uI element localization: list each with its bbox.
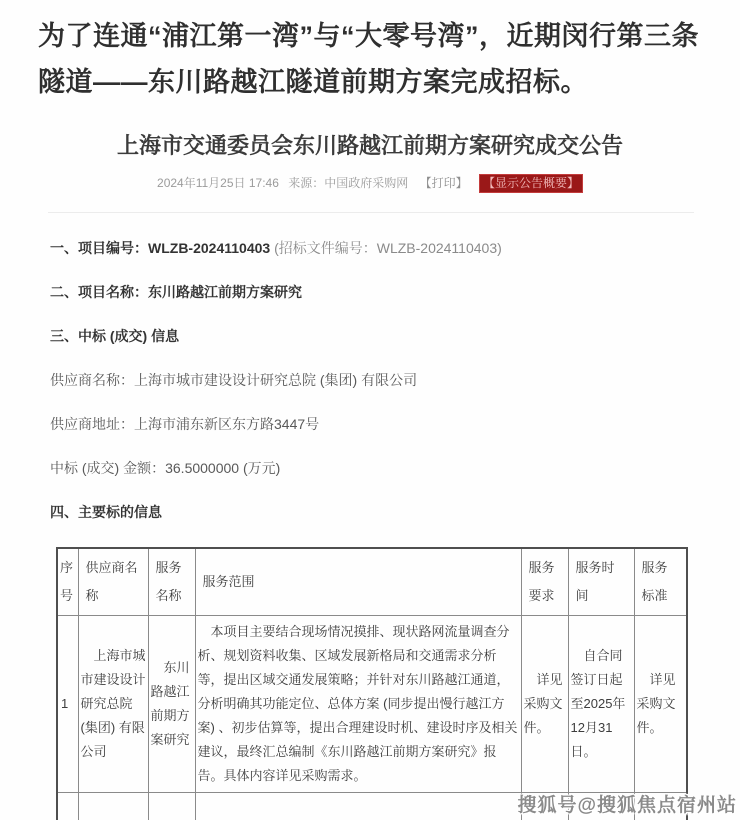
cell-seq: 1 [57,616,78,793]
table-row [57,616,687,793]
source-label: 来源：中国政府采购网 [288,176,409,190]
publish-datetime: 2024年11月25日 17:46 [157,176,279,190]
col-header-time: 服务时间 [568,548,634,616]
cell-time: 自合同签订日起至2025年12月31日。 [568,616,634,793]
cell-scope: 本项目主要结合现场情况摸排、现状路网流量调查分析、规划资料收集、区域发展新格局和交通需求分析等，提出区域交通发展策略；并针对东川路越江通道，分析明确其功能定位、总体方案 (同步提出慢行越江方案) 、初步估算等，提出合理建设时机、建设时序及相关建议，最终汇总编制《东川路越江前期方案研究》报告。具体内容详见采购需求。 [195,616,521,793]
item-project-number [50,239,700,257]
col-header-standard: 服务标准 [634,548,687,616]
announcement-meta [0,174,740,193]
project-number-label: 一、项目编号：WLZB-2024110403 [50,240,271,257]
item-main-subject-heading: 四、主要标的信息 [50,504,162,521]
item-project-name: 二、项目名称：东川路越江前期方案研究 [50,284,302,301]
subject-info-table [56,547,688,820]
cell-requirement: 详见采购文件。 [521,616,568,793]
item-supplier-name: 供应商名称：上海市城市建设设计研究总院 (集团) 有限公司 [50,372,418,389]
announcement-title: 上海市交通委员会东川路越江前期方案研究成交公告 [116,133,623,158]
cell-supplier: 上海市城市建设设计研究总院 (集团) 有限公司 [78,616,148,793]
item-award-amount: 中标 (成交) 金额：36.5000000 (万元) [50,460,281,477]
print-button[interactable]: 【打印】 [419,176,468,190]
cell-standard: 详见采购文件。 [634,616,687,793]
item-award-info-heading: 三、中标 (成交) 信息 [50,328,180,345]
item-supplier-address: 供应商地址：上海市浦东新区东方路3447号 [50,416,320,433]
article-lead: 为了连通“浦江第一湾”与“大零号湾”，近期闵行第三条隧道——东川路越江隧道前期方案完成招标。 [38,21,699,97]
col-header-service-name: 服务名称 [148,548,195,616]
project-number-note: (招标文件编号：WLZB-2024110403) [270,240,502,257]
col-header-requirement: 服务要求 [521,548,568,616]
empty-cell [195,793,521,820]
col-header-seq: 序号 [57,548,78,616]
watermark: 搜狐号@搜狐焦点宿州站 [517,795,737,816]
empty-cell [57,793,78,820]
col-header-scope: 服务范围 [195,548,521,616]
cell-service-name: 东川路越江前期方案研究 [148,616,195,793]
announcement-body [0,213,740,521]
table-header-row [57,548,687,616]
col-header-supplier: 供应商名称 [78,548,148,616]
announcement [0,132,740,820]
empty-cell [148,793,195,820]
empty-cell [78,793,148,820]
show-summary-button[interactable]: 【显示公告概要】 [479,174,583,193]
